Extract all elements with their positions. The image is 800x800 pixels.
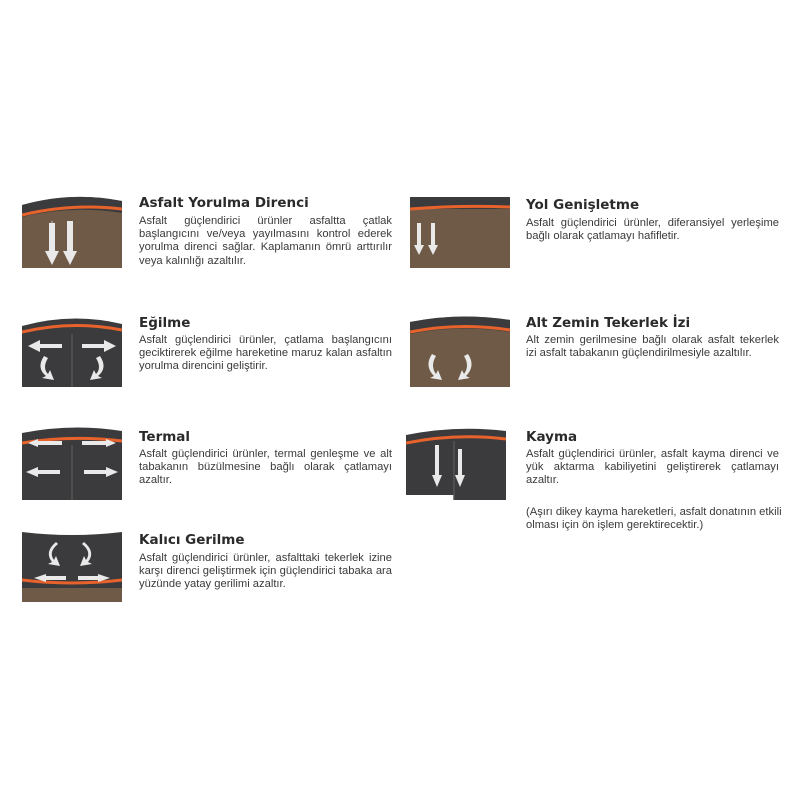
desc-subgrade-rutting: Alt zemin gerilmesine bağlı olarak asfalt tekerlek izi asfalt tabakanın güçlendirilmesiyle azaltılır. [526, 334, 779, 360]
desc-road-widening: Asfalt güçlendirici ürünler, diferansiyel yerleşime bağlı olarak çatlamayı hafifletir. [526, 217, 779, 243]
title-road-widening: Yol Genişletme [526, 197, 640, 213]
permanent-strain-diagram-icon [22, 532, 122, 607]
title-subgrade-rutting: Alt Zemin Tekerlek İzi [526, 315, 691, 331]
note-shear: (Aşırı dikey kayma hareketleri, asfalt donatının etkili olması için ön işlem gerektirecektir.) [526, 506, 782, 532]
title-bending: Eğilme [139, 315, 191, 331]
bending-diagram-icon [22, 312, 122, 387]
desc-fatigue: Asfalt güçlendirici ürünler asfaltta çatlak başlangıcını ve/veya yayılmasını kontrol ederek yorulma direnci sağlar. Kaplamanın ömrü arttırılır veya kalınlığı azaltılır. [139, 215, 392, 267]
desc-shear: Asfalt güçlendirici ürünler, asfalt kayma direnci ve yük aktarma kabiliyetini geliştirerek çatlamayı azaltır. [526, 448, 779, 487]
thermal-diagram-icon [22, 425, 122, 500]
desc-permanent-strain: Asfalt güçlendirici ürünler, asfalttaki tekerlek izine karşı direnci geliştirmek için güçlendirici tabaka ara yüzünde yatay gerilimi azaltır. [139, 552, 392, 591]
desc-thermal: Asfalt güçlendirici ürünler, termal genleşme ve alt tabakanın büzülmesine bağlı olarak çatlamayı azaltır. [139, 448, 392, 487]
title-permanent-strain: Kalıcı Gerilme [139, 532, 245, 548]
subgrade-rutting-diagram-icon [410, 312, 510, 387]
shear-diagram-icon [406, 425, 506, 500]
desc-bending: Asfalt güçlendirici ürünler, çatlama başlangıcını geciktirerek eğilme hareketine maruz kalan asfaltın yorulma direncini geliştirir. [139, 334, 392, 373]
title-fatigue: Asfalt Yorulma Direnci [139, 195, 309, 211]
title-shear: Kayma [526, 429, 578, 445]
road-widening-diagram-icon [410, 193, 510, 268]
fatigue-diagram-icon [22, 193, 122, 268]
title-thermal: Termal [139, 429, 191, 445]
